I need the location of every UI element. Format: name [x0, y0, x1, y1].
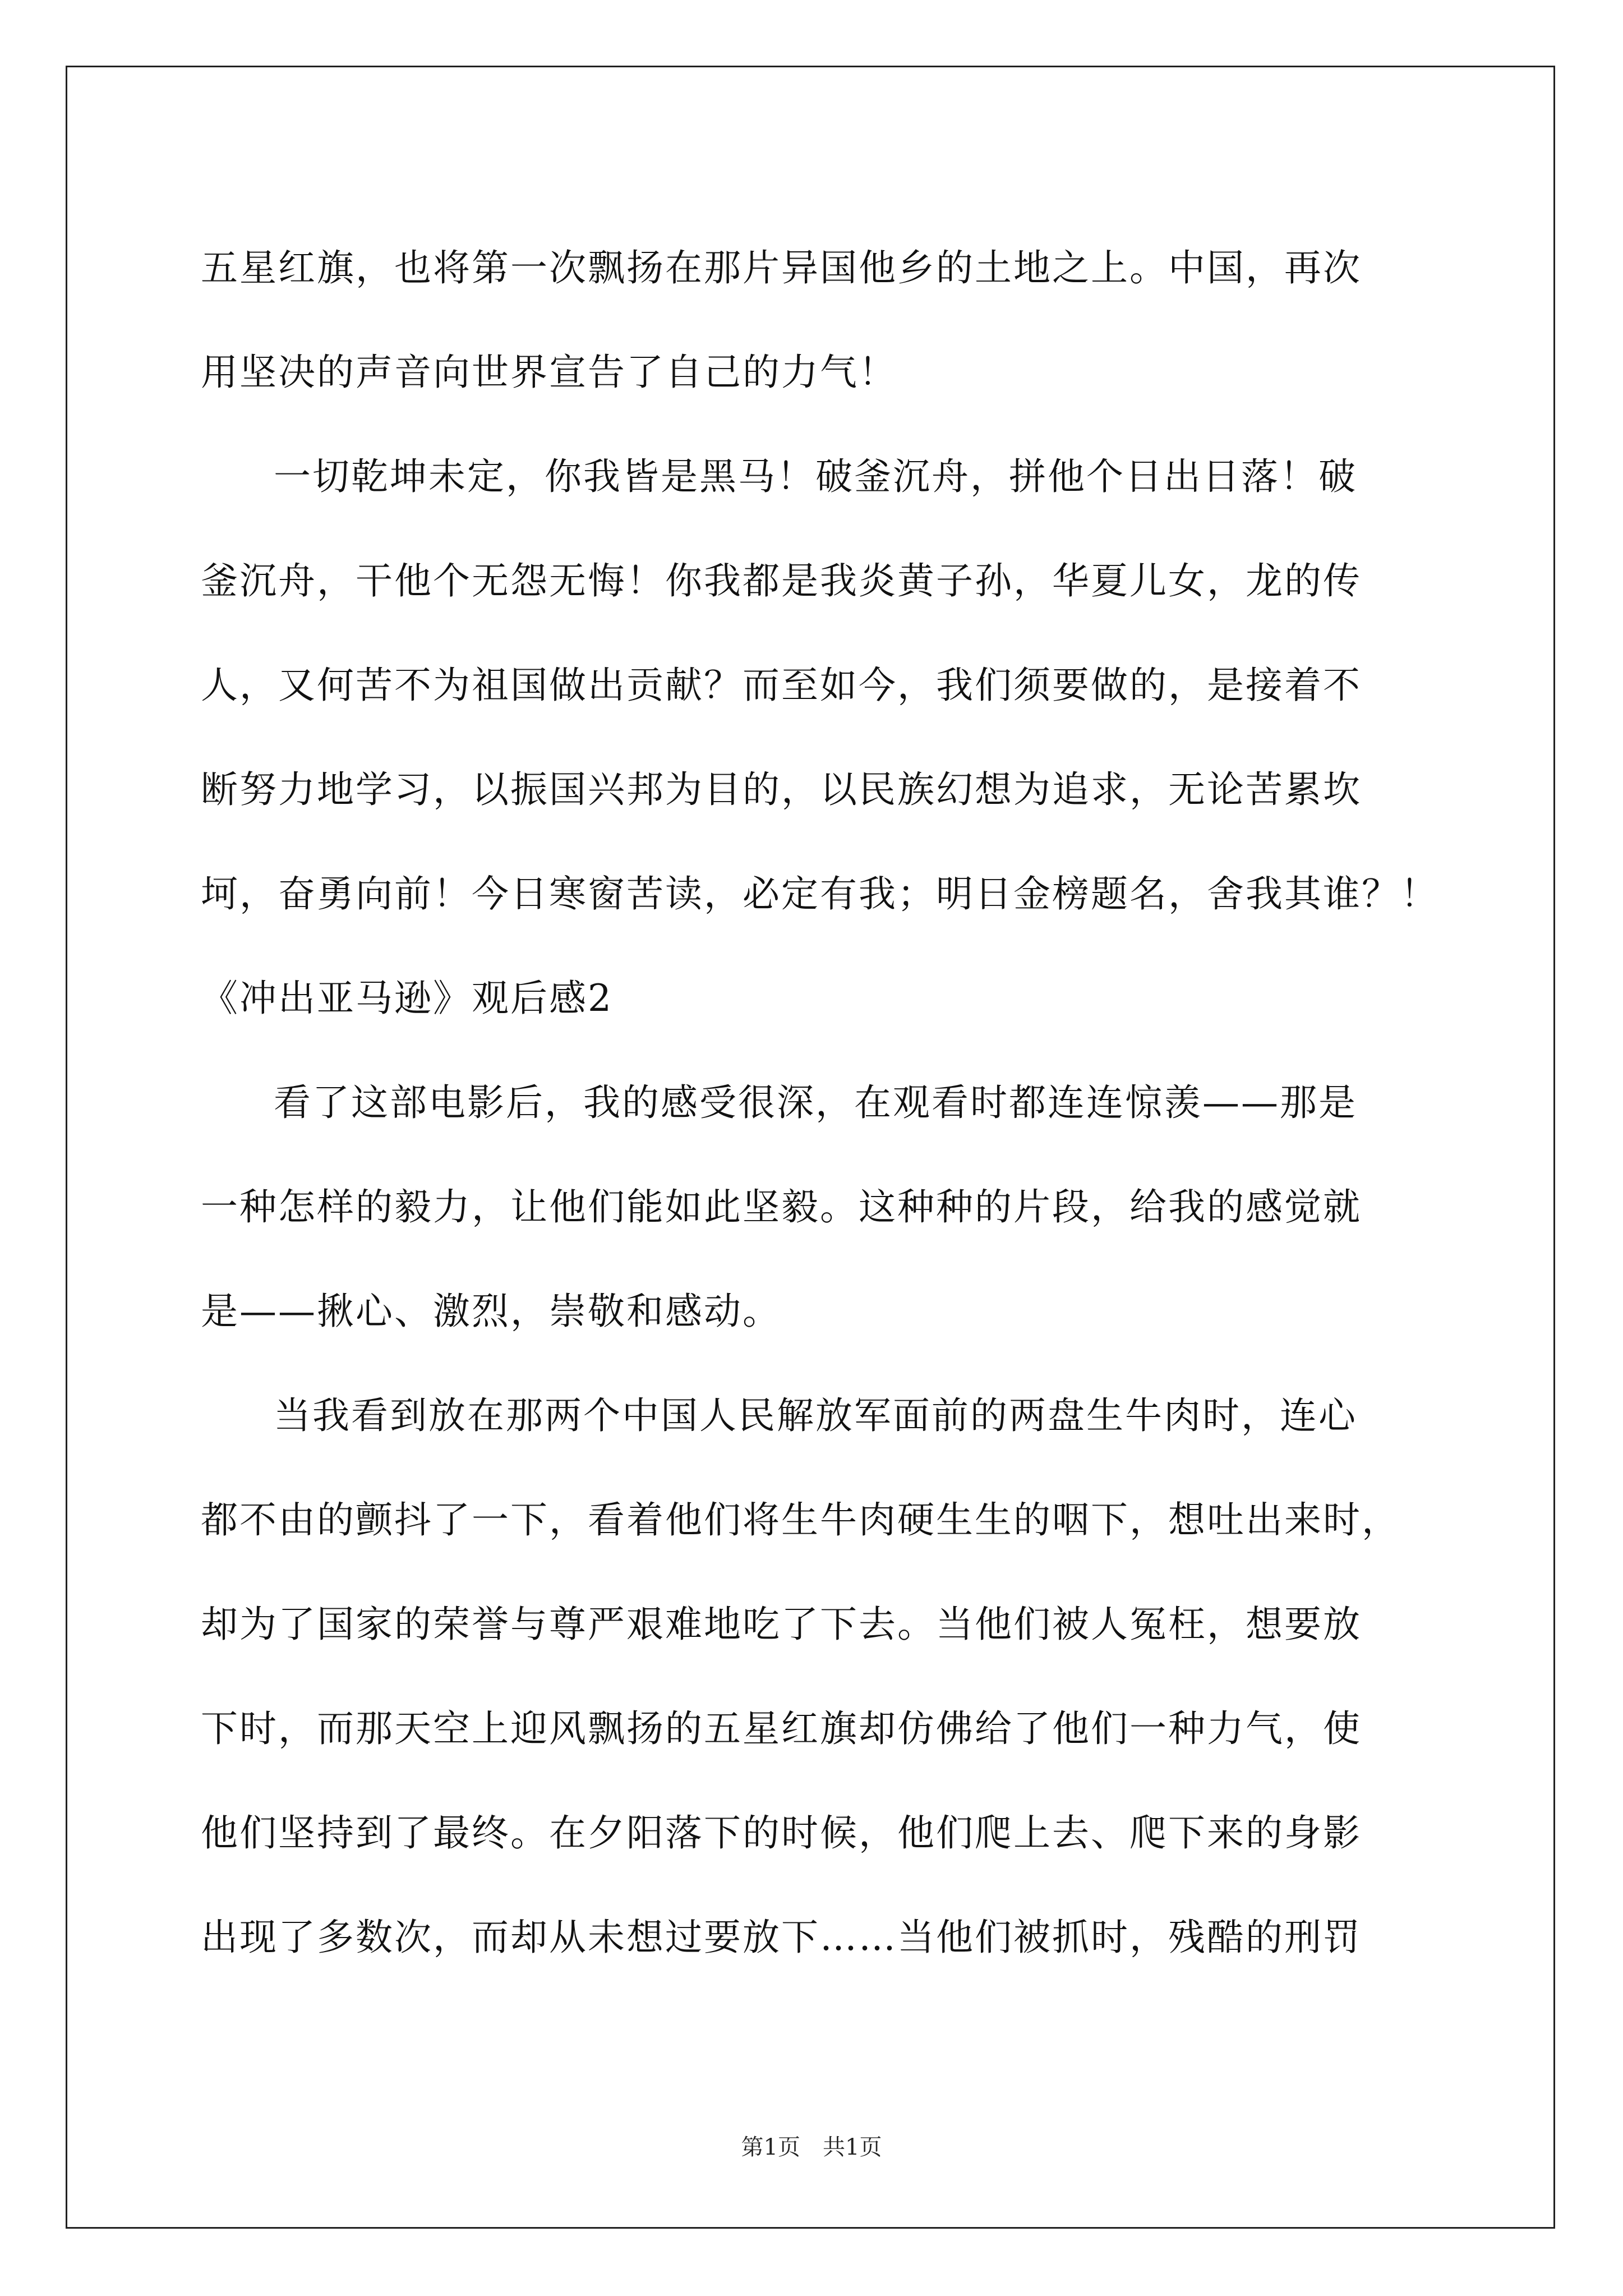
text-line: 断努力地学习，以振国兴邦为目的，以民族幻想为追求，无论苦累坎	[201, 768, 1362, 811]
text-line: 一种怎样的毅力，让他们能如此坚毅。这种种的片段，给我的感觉就	[201, 1185, 1362, 1228]
text-line: 五星红旗，也将第一次飘扬在那片异国他乡的土地之上。中国，再次	[201, 246, 1362, 289]
text-line: 用坚决的声音向世界宣告了自己的力气！	[201, 351, 897, 394]
text-line: 都不由的颤抖了一下，看着他们将生牛肉硬生生的咽下，想吐出来时，	[201, 1498, 1400, 1542]
paragraph-start-line: 看了这部电影后，我的感受很深，在观看时都连连惊羡——那是	[274, 1081, 1357, 1124]
text-line: 坷，奋勇向前！今日寒窗苦读，必定有我；明日金榜题名，舍我其谁？！	[201, 872, 1439, 915]
text-line: 是——揪心、激烈，崇敬和感动。	[201, 1290, 781, 1333]
text-line: 釜沉舟，干他个无怨无悔！你我都是我炎黄子孙，华夏儿女，龙的传	[201, 559, 1362, 602]
paragraph-start-line: 一切乾坤未定，你我皆是黑马！破釜沉舟，拼他个日出日落！破	[274, 455, 1357, 498]
document-body	[201, 216, 1439, 1990]
text-line: 出现了多数次，而却从未想过要放下……当他们被抓时，残酷的刑罚	[201, 1916, 1362, 1959]
text-line: 人，又何苦不为祖国做出贡献？而至如今，我们须要做的，是接着不	[201, 664, 1362, 707]
text-line: 他们坚持到了最终。在夕阳落下的时候，他们爬上去、爬下来的身影	[201, 1811, 1362, 1855]
section-title: 《冲出亚马逊》观后感2	[201, 977, 613, 1020]
paragraph-start-line: 当我看到放在那两个中国人民解放军面前的两盘生牛肉时，连心	[274, 1394, 1357, 1437]
text-line: 却为了国家的荣誉与尊严艰难地吃了下去。当他们被人冤枉，想要放	[201, 1603, 1362, 1646]
text-line: 下时，而那天空上迎风飘扬的五星红旗却仿佛给了他们一种力气，使	[201, 1707, 1362, 1750]
page-footer: 第1页 共1页	[741, 2134, 882, 2160]
